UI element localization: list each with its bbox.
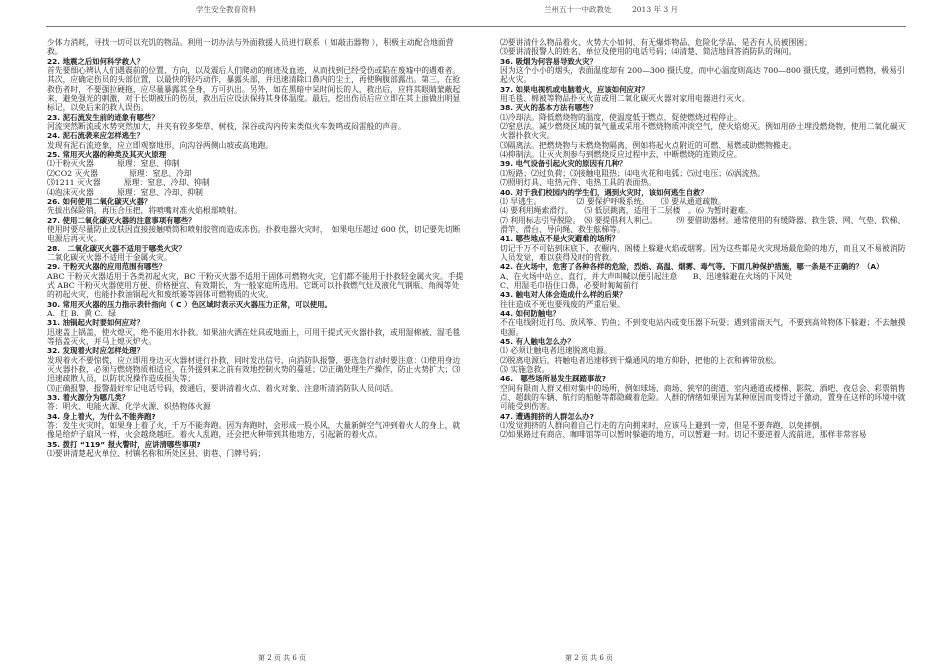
- header-left-title: 学生安全教育资料: [196, 5, 256, 14]
- answer-paragraph: ⑷ 要利用绳索滑行。 ⑸ 低层跳离，适用于二层楼 。⑹ 为暂时避难。: [500, 206, 754, 216]
- answer-paragraph: 答：发生火灾时，如果身上着了火，千万不能奔跑。因为奔跑时，会形成一股小风，大量新鲜空气冲到着火人的身上，就像是给炉子扇风一样，火会越烧越旺。着火人乱跑，还会把火种带到其他地方，引起新的着火点。: [47, 421, 461, 440]
- answer-paragraph: ⑷抑制法。让灭火剂参与到燃烧反应过程中去，中断燃烧的连锁反应。: [500, 150, 742, 160]
- answer-paragraph: 使用时要尽量防止皮肤因直接接触喷筒和喷射胶管而造成冻伤。扑救电器火灾时， 如果电压超过 600 伏，切记要先切断电源后再灭火。: [47, 224, 461, 244]
- answer-paragraph: C、用湿毛巾捂住口鼻，必要时匍匐前行: [500, 280, 639, 290]
- question-heading: 41. 哪些地点不是火灾避难的场所？: [500, 234, 620, 244]
- header-date: 2013 年 3 月: [632, 5, 679, 14]
- answer-paragraph: ⑶隔离法。把燃烧物与未燃烧物隔离，例如将起火点附近的可燃、易燃或助燃物搬走。: [500, 140, 797, 150]
- answer-paragraph: ⑴ 必须让触电者迅速脱离电源。: [500, 346, 612, 356]
- answer-paragraph: 首先要细心辨认人们遇震前的位置、方向，以及震后人们爬动的痕迹及血迹，从而找到已经受伤或陷在废墟中的遇难者。其次，应确定伤员的头部位置，以最快的轻巧动作，暴露头部，并迅速清除口鼻内的尘土，再使胸腹部露出。第三，在抢救伤者时，不要强拉硬拖，应尽量暴露其全身，方可扒出。另外，如在黑暗中呆时间长的人，救出后，应将其眼睛蒙蔽起来，避免强光的刺激，对于长期被压的伤员，救出后应设法保持其身体温度。最后，挖出伤员后应立即在其上面做出明显标记，以免后来的救人误伤。: [47, 66, 461, 113]
- question-heading: 46. 哪些场所易发生踩踏事故?: [500, 374, 607, 384]
- answer-paragraph: ⑶ 实施急救。: [500, 365, 550, 375]
- question-heading: 47. 遭遇拥挤的人群怎么办?: [500, 411, 594, 421]
- answer-paragraph: ⑴ 早逃生。 ⑵ 要保护呼吸系统。 ⑶ 要从通道疏散。: [500, 196, 726, 206]
- question-heading: 37. 如果电视机或电脑着火，应该如何应对？: [500, 84, 649, 94]
- question-heading: 35. 拨打 “119” 报火警时，应讲清哪些事项?: [47, 439, 201, 449]
- footer-left-page: 第 2 页 共 6 页: [258, 654, 307, 662]
- question-heading: 36. 吸烟为何容易导致火灾？: [500, 56, 597, 66]
- answer-paragraph: ⑵CO2 灭火器 原理：窒息、冷却: [47, 168, 192, 178]
- question-heading: 29. 干粉灭火器的应用范围有哪些？: [47, 262, 167, 272]
- answer-paragraph: 河流突然断流或水势突然加大，并夹有较多柴草、树枝，深谷或沟内传来类似火车轰鸣或闷雷般的声音。: [47, 122, 406, 132]
- answer-paragraph: ⑵窒息法。减少燃烧区域的氧气量或采用不燃烧物质冲淡空气，使火焰熄灭。例如用砂土埋没燃烧物，使用二氧化碳灭火器扑救火灾。: [500, 122, 906, 141]
- question-heading: 23. 泥石流发生前的迹象有哪些？: [47, 112, 159, 122]
- answer-paragraph: ⑶1211 灭火器 原理：窒息、冷却、抑制: [47, 178, 210, 188]
- answer-paragraph: 少体力消耗，寻找一切可以充饥的物品。利用一切办法与外面救援人员进行联系（ 如敲击器物 ），积极主动配合地面营救。: [47, 38, 454, 57]
- answer-paragraph: 空间有限而人群又相对集中的场所，例如球场、商场、狭窄的街道、室内通道或楼梯、影院、酒吧、夜总会、彩票销售点、超载的车辆、航行的船舱等都隐藏着危险。人群的情绪如果因为某种原因而变得过于激动，置身在这样的环境中就可能受到伤害。: [500, 383, 906, 412]
- answer-paragraph: ⑴干粉灭火器 原理：窒息、抑制: [47, 159, 180, 169]
- question-heading: 25. 常用灭火器的种类及其灭火原理: [47, 150, 167, 160]
- answer-paragraph: ⑶要讲清报警人的姓名、单位及使用的电话号码；⑷清楚、简洁地回答消防队的询问。: [500, 47, 797, 57]
- answer-paragraph: ⑶正确报警，报警最好牢记电话号码，拨通后，要讲清着火点、着火对象、注意听清消防队人员问话。: [47, 383, 398, 393]
- answer-paragraph: 不在电线附近打鸟、放风筝、钓鱼；不到变电站内或变压器下玩耍；遇到雷雨天气，不要到高耸物体下躲避；不去触摸电源。: [500, 318, 906, 337]
- answer-paragraph: ⑵要讲清什么物品着火、火势大小如何、有无爆炸物品、危险化学品、是否有人员被围困；: [500, 38, 812, 47]
- answer-paragraph: 往往造成不死也要残废的严重后果。: [500, 299, 625, 309]
- answer-paragraph: ⑴发觉拥挤的人群向着自己行走的方向拥来时，应该马上避到一旁，但是不要奔跑，以免摔倒。: [500, 421, 828, 431]
- question-heading: 43. 触电对人体会造成什么样的后果？: [500, 290, 627, 300]
- answer-paragraph: 用毛毯、棉被等物品扑灭火苗或用二氧化碳灭火器对家用电器进行灭火。: [500, 94, 750, 104]
- answer-paragraph: ⑴冷却法。降低燃烧物的温度，使温度低于燃点，促使燃烧过程停止。: [500, 112, 742, 122]
- answer-paragraph: A．红 B．黄 C．绿: [47, 308, 117, 318]
- answer-paragraph: 发现着火不要惊慌，应立即用身边灭火器材进行扑救，同时发出信号，向消防队报警，要选急行动时要注意：⑴使用身边灭火器扑救，必须与燃烧物质相适应，在外援到来之前有效地控制火势的蔓延；⑵正确处理生产操作，防止火势扩大；⑶迅速疏散人员，以防状况操作造成损失等；: [47, 355, 461, 384]
- answer-paragraph: 答：明火、电能火源、化学火源、炽热物体火源: [47, 402, 211, 412]
- question-heading: 26. 如何使用二氧化碳灭火器？: [47, 196, 152, 206]
- question-heading: 32. 发现着火时应怎样处理？: [47, 346, 144, 356]
- question-heading: 39. 电气设备引起火灾的原因有几种？: [500, 159, 627, 169]
- left-column: [47, 38, 465, 458]
- answer-paragraph: ⑴要讲清楚起火单位、村镇名称和所处区县、街巷、门牌号码；: [47, 449, 266, 459]
- answer-paragraph: ⑺ 利用标志引导脱险。 ⑻ 要提倡利人利己。 ⑼ 要借助器材。通常使用的有缓降器、救生袋、网、气垫、软梯、滑竿、滑台、导向绳、救生舷梯等。: [500, 215, 906, 234]
- answer-paragraph: ⑷泡沫灭火器 原理：窒息、冷却、抑制: [47, 187, 203, 197]
- question-heading: 40. 对于我们校园内的学生们，遇到火灾时，该如何逃生自救？: [500, 187, 708, 197]
- question-heading: 24. 泥石流袭来应怎样逃生？: [47, 131, 144, 141]
- answer-paragraph: ⑵脱离电源后，将触电者迅速移到干燥通风的地方仰卧，把他的上衣和裤带放松。: [500, 355, 781, 365]
- question-heading: 30. 常用灭火器的压力指示表针指向（ C ）色区域时表示灭火器压力正常，可以使用。: [47, 299, 332, 309]
- question-heading: 38. 灭火的基本方法有哪些？: [500, 103, 597, 113]
- answer-paragraph: ⑴短路；⑵过负荷；⑶接触电阻热；⑷电火花和电弧；⑸过电压；⑹涡流热。: [500, 168, 766, 178]
- question-heading: 28. 二氧化碳灭火器不适用于哪类火灾？: [47, 243, 186, 253]
- question-heading: 31. 油锅起火时要如何应对？: [47, 318, 144, 328]
- question-heading: 45. 有人触电怎么办？: [500, 337, 575, 346]
- question-heading: 22. 地震之后如何科学救人？: [47, 56, 144, 66]
- answer-paragraph: 发现有泥石流迹象，应立即观察地形，向沟谷两侧山坡或高地跑。: [47, 140, 274, 150]
- answer-paragraph: A、在火场中站立、直行，并大声叫喊以便引起注意 B、迅速躲避在火场的下风处: [500, 271, 793, 281]
- footer-right-page: 第 2 页 共 6 页: [565, 654, 614, 662]
- right-column: [500, 38, 910, 440]
- answer-paragraph: 迅速盖上锅盖，使火熄灭，绝不能用水扑救。如果油火洒在灶具或地面上，可用干提式灭火器扑救，或用湿棉被、湿毛毯等捂盖灭火，并马上熄灭炉火。: [47, 327, 461, 346]
- answer-paragraph: 因为这个小小的烟头，表面温度却有 200—300 摄氏度，而中心温度则高达 700—800 摄氏度，遇到可燃物，极易引起火灾。: [500, 66, 905, 85]
- answer-paragraph: 切记千万不可钻到床底下、衣橱内、阁楼上躲避火焰或烟雾。因为这些都是火灾现场最危险的地方，而且又不易被消防人员发觉，难以获得及时的营救。: [500, 243, 906, 262]
- answer-paragraph: ⑵如果路过有商店、咖啡馆等可以暂时躲避的地方，可以暂避一时。切记不要逆着人流前进，那样非常容易: [500, 430, 867, 440]
- question-heading: 33. 着火源分为哪几类？: [47, 393, 130, 403]
- answer-paragraph: 先拔出保险销，再压合压把，将喷嘴对准火焰根部喷射。: [47, 206, 242, 216]
- header-rule: [46, 26, 906, 27]
- header-right-title: 兰州五十一中政教处: [544, 5, 612, 14]
- answer-paragraph: 二氧化碳灭火器不适用于金属火灾。: [47, 252, 172, 262]
- question-heading: 27. 使用二氧化碳灭火器的注意事项有哪些？: [47, 215, 196, 225]
- question-heading: 34. 身上着火，为什么不能奔跑?: [47, 411, 156, 421]
- question-heading: 44. 如何防触电？: [500, 308, 561, 318]
- question-heading: 42. 在火场中，危害了各种各样的危险，烈焰、高温、烟雾、毒气等。下面几种保护措施，哪一条是不正确的？（A）: [500, 262, 884, 272]
- answer-paragraph: ABC 干粉灭火器适用于各类初起火灾，BC 干粉灭火器不适用于固体可燃物火灾，它们都不能用于扑救轻金属火灾。手提式 ABC 干粉灭火器使用方便、价格便宜、有效期长，为一般家庭所选用。它既可以扑救燃气灶及液化气钢瓶、角阀等处的初起火灾，也能扑救油锅起火和废纸篓等固体可燃物质的火灾。: [47, 271, 464, 300]
- answer-paragraph: ⑺照明灯具、电热元件、电热工具的表面热。: [500, 178, 656, 188]
